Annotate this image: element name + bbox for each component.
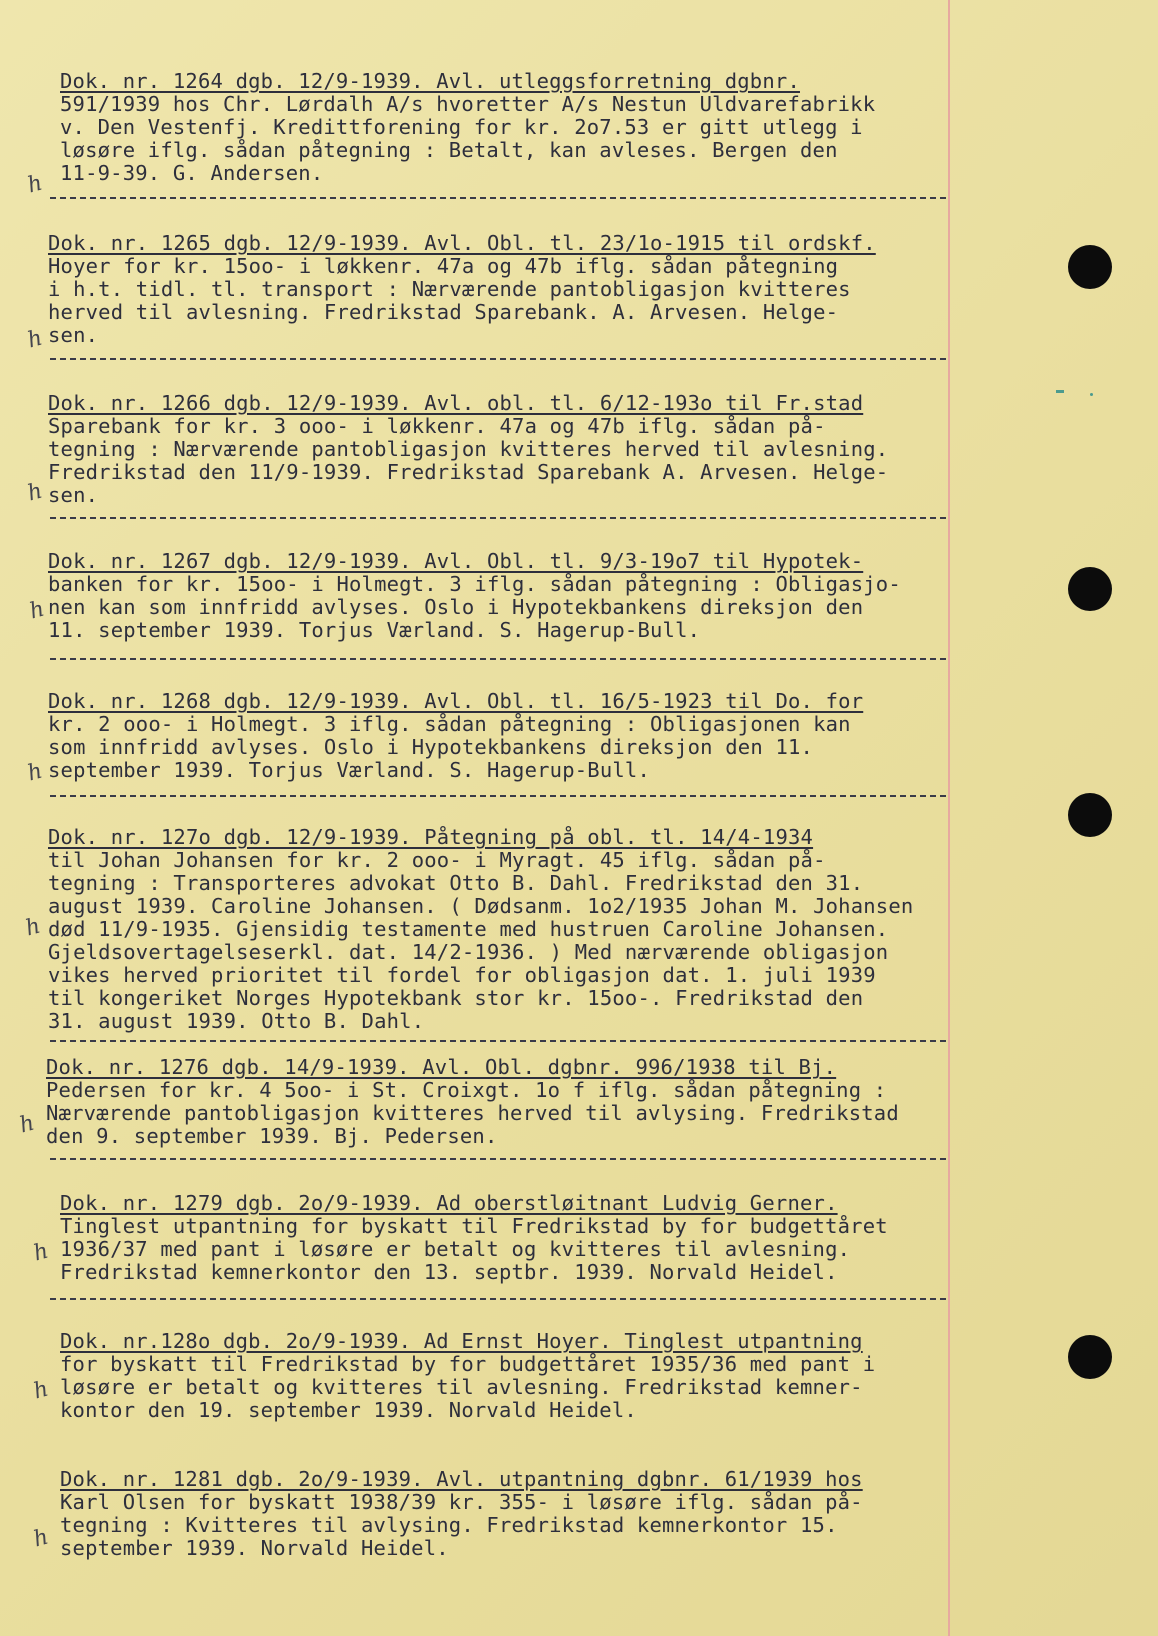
handwritten-initials: h xyxy=(25,758,46,787)
punch-hole xyxy=(1068,793,1112,837)
entry-line: Dok. nr. 1266 dgb. 12/9-1939. Avl. obl. tl. 6/12-193o til Fr.stad xyxy=(48,391,864,415)
handwritten-initials: h xyxy=(31,1524,52,1553)
entry-line: 1936/37 med pant i løsøre er betalt og kvitteres til avlesning. xyxy=(60,1237,851,1261)
entry-line: død 11/9-1935. Gjensidig testamente med hustruen Caroline Johansen. xyxy=(48,917,889,941)
entry-1268 xyxy=(48,690,988,782)
entry-1265 xyxy=(48,232,988,347)
entry-divider xyxy=(50,795,946,797)
entry-divider xyxy=(50,658,946,660)
entry-line: Fredrikstad kemnerkontor den 13. septbr. 1939. Norvald Heidel. xyxy=(60,1260,838,1284)
entry-1267 xyxy=(48,550,988,642)
entry-line: Fredrikstad den 11/9-1939. Fredrikstad Sparebank A. Arvesen. Helge- xyxy=(48,460,889,484)
ink-mark xyxy=(1056,390,1064,393)
entry-line: Dok. nr. 1267 dgb. 12/9-1939. Avl. Obl. tl. 9/3-19o7 til Hypotek- xyxy=(48,549,864,573)
ink-mark xyxy=(1090,393,1093,396)
entry-line: september 1939. Norvald Heidel. xyxy=(60,1536,449,1560)
handwritten-initials: h xyxy=(25,170,46,199)
entry-line: sen. xyxy=(48,323,99,347)
handwritten-initials: h xyxy=(23,913,44,942)
entry-line: Tinglest utpantning for byskatt til Fredrikstad by for budgettåret xyxy=(60,1214,888,1238)
entry-line: Hoyer for kr. 15oo- i løkkenr. 47a og 47b iflg. sådan påtegning xyxy=(48,254,839,278)
entry-line: Dok. nr. 1281 dgb. 2o/9-1939. Avl. utpantning dgbnr. 61/1939 hos xyxy=(60,1467,863,1491)
entry-line: Dok. nr. 1279 dgb. 2o/9-1939. Ad oberstløitnant Ludvig Gerner. xyxy=(60,1191,838,1215)
entry-line: nen kan som innfridd avlyses. Oslo i Hypotekbankens direksjon den xyxy=(48,595,864,619)
entry-line: september 1939. Torjus Værland. S. Hagerup-Bull. xyxy=(48,758,651,782)
punch-hole xyxy=(1068,245,1112,289)
entry-line: Dok. nr. 1265 dgb. 12/9-1939. Avl. Obl. tl. 23/1o-1915 til ordskf. xyxy=(48,231,876,255)
entry-line: Pedersen for kr. 4 5oo- i St. Croixgt. 1o f iflg. sådan påtegning : xyxy=(46,1078,887,1102)
entry-divider xyxy=(50,517,946,519)
handwritten-initials: h xyxy=(31,1376,52,1405)
handwritten-initials: h xyxy=(27,596,48,625)
entry-line: sen. xyxy=(48,483,99,507)
entry-line: til Johan Johansen for kr. 2 ooo- i Myragt. 45 iflg. sådan på- xyxy=(48,848,826,872)
entry-line: tegning : Transporteres advokat Otto B. Dahl. Fredrikstad den 31. xyxy=(48,871,864,895)
handwritten-initials: h xyxy=(25,478,46,507)
entry-1281 xyxy=(60,1468,1000,1560)
entry-line: den 9. september 1939. Bj. Pedersen. xyxy=(46,1124,498,1148)
entry-line: banken for kr. 15oo- i Holmegt. 3 iflg. sådan påtegning : Obligasjo- xyxy=(48,572,901,596)
entry-line: tegning : Kvitteres til avlysing. Fredrikstad kemnerkontor 15. xyxy=(60,1513,838,1537)
entry-divider xyxy=(50,197,946,199)
entry-divider xyxy=(50,1298,946,1300)
handwritten-initials: h xyxy=(25,325,46,354)
entry-line: herved til avlesning. Fredrikstad Sparebank. A. Arvesen. Helge- xyxy=(48,300,839,324)
entry-divider xyxy=(50,1158,946,1160)
handwritten-initials: h xyxy=(31,1238,52,1267)
entry-line: som innfridd avlyses. Oslo i Hypotekbankens direksjon den 11. xyxy=(48,735,814,759)
entry-line: Dok. nr. 1264 dgb. 12/9-1939. Avl. utleggsforretning dgbnr. xyxy=(60,69,800,93)
entry-line: Dok. nr. 1276 dgb. 14/9-1939. Avl. Obl. dgbnr. 996/1938 til Bj. xyxy=(46,1055,837,1079)
punch-hole xyxy=(1068,1335,1112,1379)
entry-divider xyxy=(50,358,946,360)
entry-line: Dok. nr. 1268 dgb. 12/9-1939. Avl. Obl. tl. 16/5-1923 til Do. for xyxy=(48,689,864,713)
entry-1279 xyxy=(60,1192,1000,1284)
entry-1270 xyxy=(48,826,988,1033)
entry-line: Karl Olsen for byskatt 1938/39 kr. 355- i løsøre iflg. sådan på- xyxy=(60,1490,863,1514)
entry-1266 xyxy=(48,392,988,507)
entry-line: august 1939. Caroline Johansen. ( Dødsanm. 1o2/1935 Johan M. Johansen xyxy=(48,894,914,918)
entry-line: Sparebank for kr. 3 ooo- i løkkenr. 47a og 47b iflg. sådan på- xyxy=(48,414,826,438)
entry-line: Dok. nr.128o dgb. 2o/9-1939. Ad Ernst Hoyer. Tinglest utpantning xyxy=(60,1329,863,1353)
entry-line: løsøre er betalt og kvitteres til avlesning. Fredrikstad kemner- xyxy=(60,1375,863,1399)
entry-line: kr. 2 ooo- i Holmegt. 3 iflg. sådan påtegning : Obligasjonen kan xyxy=(48,712,851,736)
entry-line: v. Den Vestenfj. Kredittforening for kr. 2o7.53 er gitt utlegg i xyxy=(60,115,863,139)
entry-1276 xyxy=(46,1056,986,1148)
entry-line: for byskatt til Fredrikstad by for budgettåret 1935/36 med pant i xyxy=(60,1352,876,1376)
entry-line: 11-9-39. G. Andersen. xyxy=(60,161,324,185)
entry-line: løsøre iflg. sådan påtegning : Betalt, kan avleses. Bergen den xyxy=(60,138,838,162)
entry-line: vikes herved prioritet til fordel for obligasjon dat. 1. juli 1939 xyxy=(48,963,876,987)
handwritten-initials: h xyxy=(17,1110,38,1139)
entry-line: 31. august 1939. Otto B. Dahl. xyxy=(48,1009,425,1033)
entry-divider xyxy=(50,1040,946,1042)
entry-line: kontor den 19. september 1939. Norvald Heidel. xyxy=(60,1398,637,1422)
punch-hole xyxy=(1068,567,1112,611)
entry-line: 591/1939 hos Chr. Lørdalh A/s hvoretter A/s Nestun Uldvarefabrikk xyxy=(60,92,876,116)
entry-line: Nærværende pantobligasjon kvitteres herved til avlysing. Fredrikstad xyxy=(46,1101,899,1125)
entry-line: 11. september 1939. Torjus Værland. S. Hagerup-Bull. xyxy=(48,618,701,642)
entry-line: Gjeldsovertagelseserkl. dat. 14/2-1936. ) Med nærværende obligasjon xyxy=(48,940,889,964)
entry-line: Dok. nr. 127o dgb. 12/9-1939. Påtegning på obl. tl. 14/4-1934 xyxy=(48,825,814,849)
entry-1264 xyxy=(60,70,1000,185)
entry-line: i h.t. tidl. tl. transport : Nærværende pantobligasjon kvitteres xyxy=(48,277,851,301)
entry-line: til kongeriket Norges Hypotekbank stor kr. 15oo-. Fredrikstad den xyxy=(48,986,864,1010)
entry-1280 xyxy=(60,1330,1000,1422)
entry-line: tegning : Nærværende pantobligasjon kvitteres herved til avlesning. xyxy=(48,437,889,461)
